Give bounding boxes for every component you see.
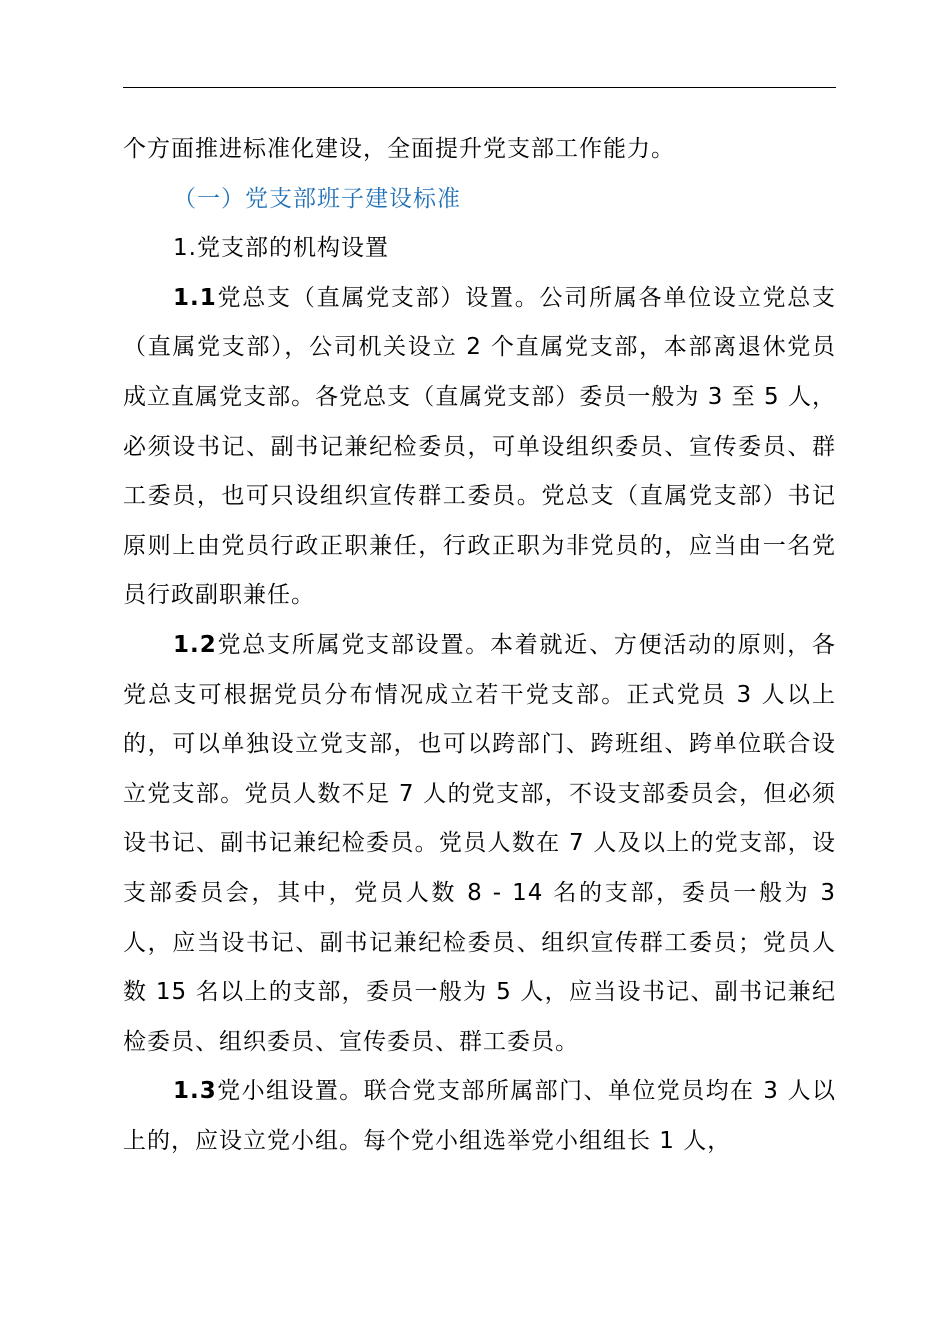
paragraph-number: 1.1 <box>173 284 217 311</box>
subsection-heading: 1.党支部的机构设置 <box>173 235 389 262</box>
section-heading: （一）党支部班子建设标准 <box>173 185 461 212</box>
paragraph-1-3 <box>123 1067 836 1166</box>
header-rule <box>123 87 836 88</box>
paragraph-text: 党总支（直属党支部）设置。公司所属各单位设立党总支（直属党支部），公司机关设立 2 个直属党支部，本部离退休党员成立直属党支部。各党总支（直属党支部）委员一般为 3 至 5 人，必须设书记、副书记兼纪检委员，可单设组织委员、宣传委员、群工委员，也可只设组织宣传群工委员。党总支（直属党支部）书记原则上由党员行政正职兼任，行政正职为非党员的，应当由一名党员行政副职兼任。 <box>123 284 836 609</box>
paragraph-text: 党小组设置。联合党支部所属部门、单位党员均在 3 人以上的，应设立党小组。每个党小组选举党小组组长 1 人， <box>123 1078 836 1154</box>
paragraph-1-1 <box>123 274 836 621</box>
paragraph-text: 党总支所属党支部设置。本着就近、方便活动的原则，各党总支可根据党员分布情况成立若干党支部。正式党员 3 人以上的，可以单独设立党支部，也可以跨部门、跨班组、跨单位联合设立党支部。党员人数不足 7 人的党支部，不设支部委员会，但必须设书记、副书记兼纪检委员。党员人数在 7 人及以上的党支部，设支部委员会，其中，党员人数 8 - 14 名的支部，委员一般为 3 人，应当设书记、副书记兼纪检委员、组织宣传群工委员；党员人数 15 名以上的支部，委员一般为 5 人，应当设书记、副书记兼纪检委员、组织委员、宣传委员、群工委员。 <box>123 631 836 1055</box>
paragraph-1-2 <box>123 621 836 1067</box>
paragraph-number: 1.3 <box>173 1078 217 1105</box>
paragraph-number: 1.2 <box>173 631 217 658</box>
paragraph-continuation: 个方面推进标准化建设，全面提升党支部工作能力。 <box>123 136 675 162</box>
document-body <box>123 125 836 1166</box>
